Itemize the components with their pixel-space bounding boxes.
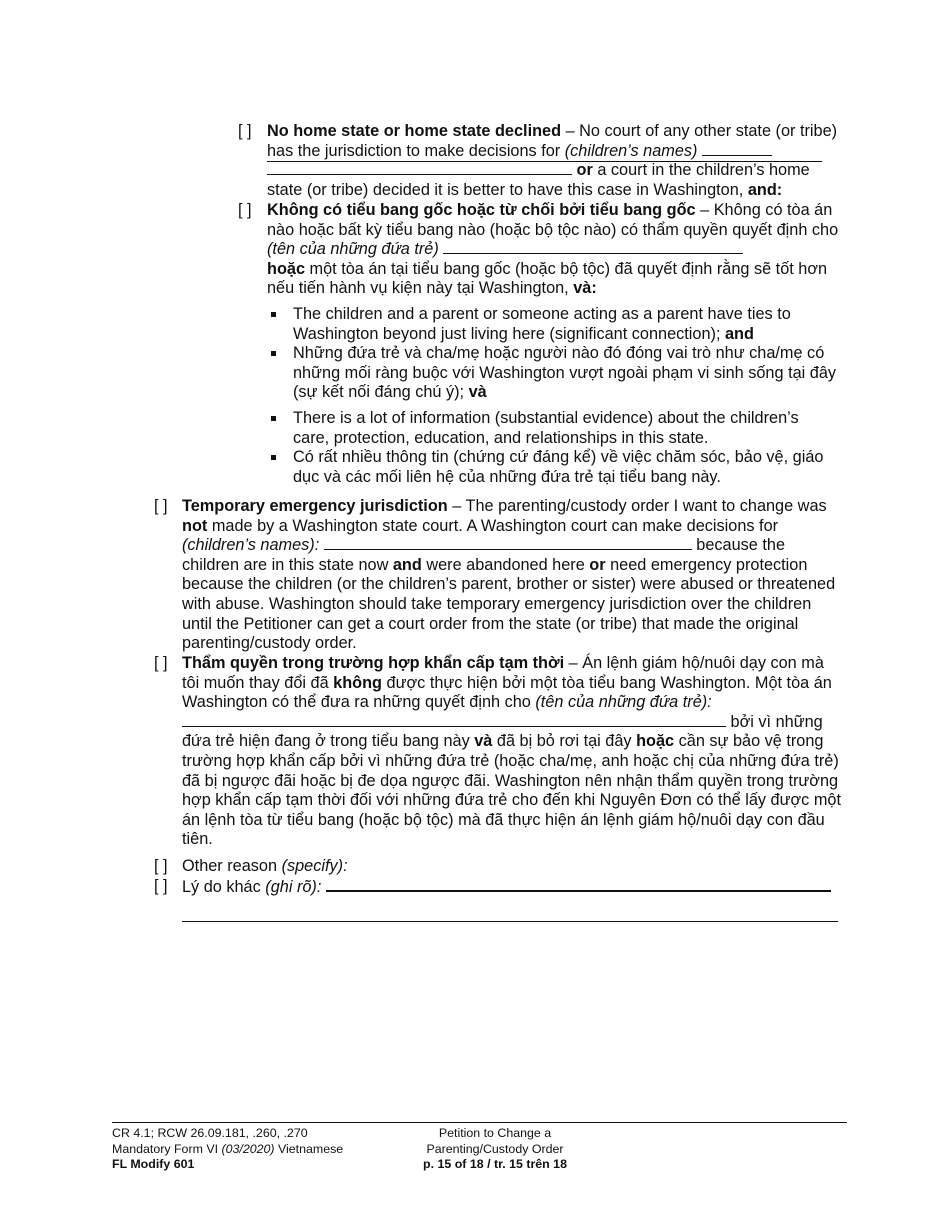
list-item: The children and a parent or someone acting as a parent have ties to Washington beyond just living here (significant connection); and	[268, 305, 838, 344]
checkbox-other-reason-en[interactable]: [ ]	[154, 857, 168, 875]
footer-doc-title-2: Parenting/Custody Order	[426, 1141, 564, 1156]
no-home-state-title-vi: Không có tiểu bang gốc hoặc từ chối bởi tiểu bang gốc	[267, 201, 696, 219]
children-names-field-temp-vi[interactable]	[182, 713, 726, 727]
footer-form-id: FL Modify 601	[112, 1157, 195, 1171]
footer-form-version: Mandatory Form VI (03/2020) Vietnamese	[112, 1141, 344, 1156]
temp-emergency-title-vi: Thẩm quyền trong trường hợp khẩn cấp tạm thời	[182, 654, 565, 672]
significant-connection-list	[268, 305, 838, 487]
list-item: Những đứa trẻ và cha/mẹ hoặc người nào đó đóng vai trò như cha/mẹ có những mối ràng buộc với Washington vượt ngoài phạm vi sinh sống tại đây (sự kết nối đáng chú ý); và	[268, 344, 838, 403]
other-reason-field-line-2[interactable]	[182, 921, 838, 922]
temp-emergency-title: Temporary emergency jurisdiction	[182, 497, 448, 515]
footer-doc-title-1: Petition to Change a	[438, 1126, 552, 1140]
footer-citation: CR 4.1; RCW 26.09.181, .260, .270	[112, 1126, 308, 1140]
children-names-field-1[interactable]	[702, 142, 772, 156]
checkbox-no-home-state-en[interactable]: [ ]	[238, 122, 252, 140]
other-reason-field[interactable]	[326, 877, 831, 892]
no-home-state-title: No home state or home state declined	[267, 122, 562, 140]
checkbox-temp-emergency-en[interactable]: [ ]	[154, 497, 168, 515]
checkbox-no-home-state-vi[interactable]: [ ]	[238, 201, 252, 219]
children-names-field-2[interactable]	[267, 161, 572, 175]
children-names-field-vi[interactable]	[443, 240, 743, 254]
footer-center	[390, 1126, 600, 1173]
footer-divider	[112, 1122, 847, 1123]
children-names-field-temp[interactable]	[324, 536, 692, 550]
list-item: There is a lot of information (substantial evidence) about the children’s care, protection, education, and relationships in this state.	[268, 409, 838, 448]
footer-left	[112, 1126, 343, 1173]
checkbox-other-reason-vi[interactable]: [ ]	[154, 877, 168, 895]
footer-page-number: p. 15 of 18 / tr. 15 trên 18	[423, 1157, 567, 1171]
checkbox-temp-emergency-vi[interactable]: [ ]	[154, 654, 168, 672]
list-item: Có rất nhiều thông tin (chứng cứ đáng kể) về việc chăm sóc, bảo vệ, giáo dục và các mối liên hệ của những đứa trẻ tại tiểu bang này.	[268, 448, 838, 487]
